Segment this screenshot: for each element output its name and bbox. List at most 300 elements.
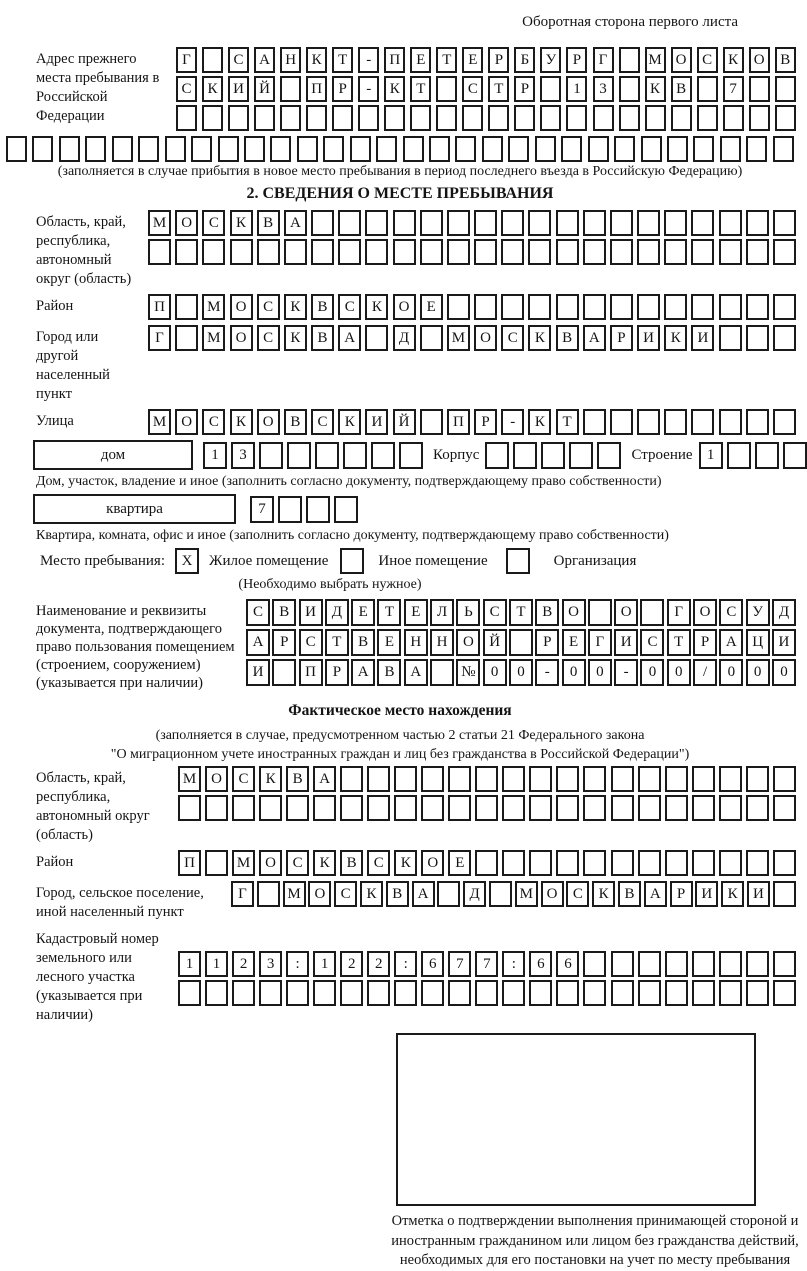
char-cell xyxy=(338,239,361,265)
char-cell xyxy=(773,795,796,821)
char-cell xyxy=(286,980,309,1006)
char-cell xyxy=(394,766,417,792)
char-cell xyxy=(376,136,397,162)
city-block xyxy=(36,325,796,404)
char-cell xyxy=(306,496,330,523)
char-cell xyxy=(719,325,742,351)
stay-type-row xyxy=(40,548,800,574)
street-label: Улица xyxy=(36,413,74,429)
char-cell xyxy=(447,239,470,265)
char-cell xyxy=(637,409,660,435)
char-cell xyxy=(719,210,742,236)
document-grid xyxy=(246,599,796,686)
char-cell: Л xyxy=(430,599,454,626)
char-cell xyxy=(259,795,282,821)
char-cell: О xyxy=(671,47,692,73)
char-cell: К xyxy=(528,325,551,351)
char-cell xyxy=(556,239,579,265)
char-cell xyxy=(746,850,769,876)
char-cell: Г xyxy=(176,47,197,73)
street-block xyxy=(36,409,796,435)
stay-option-residential-label: Жилое помещение xyxy=(209,552,329,569)
char-cell: С xyxy=(228,47,249,73)
char-cell: И xyxy=(691,325,714,351)
char-cell xyxy=(232,980,255,1006)
char-cell: 0 xyxy=(667,659,691,686)
actual-city-block xyxy=(36,881,796,922)
char-cell: К xyxy=(230,210,253,236)
char-cell xyxy=(583,951,606,977)
char-cell xyxy=(746,294,769,320)
char-cell xyxy=(513,442,537,469)
char-cell: С xyxy=(286,850,309,876)
char-cell: Й xyxy=(393,409,416,435)
char-cell: Й xyxy=(254,76,275,102)
char-cell xyxy=(384,105,405,131)
char-cell xyxy=(611,951,634,977)
char-cell xyxy=(371,442,395,469)
char-cell: Н xyxy=(404,629,428,656)
char-cell: Ц xyxy=(746,629,770,656)
char-cell xyxy=(773,239,796,265)
char-cell: 6 xyxy=(556,951,579,977)
char-cell: И xyxy=(228,76,249,102)
char-cell xyxy=(773,325,796,351)
char-cell xyxy=(394,980,417,1006)
char-cell xyxy=(583,980,606,1006)
char-cell: 6 xyxy=(421,951,444,977)
actual-location-note-1: (заполняется в случае, предусмотренном частью 2 статьи 21 Федерального закона xyxy=(155,728,645,743)
char-cell: У xyxy=(746,599,770,626)
char-cell xyxy=(474,239,497,265)
char-cell: И xyxy=(299,599,323,626)
char-cell xyxy=(640,599,664,626)
char-cell xyxy=(436,105,457,131)
char-cell xyxy=(421,980,444,1006)
char-cell xyxy=(746,136,767,162)
char-cell xyxy=(719,294,742,320)
stay-type-label: Место пребывания: xyxy=(40,552,165,569)
char-cell: И xyxy=(772,629,796,656)
prev-address-row-3 xyxy=(176,105,796,131)
korpus-cells xyxy=(485,442,621,469)
char-cell: О xyxy=(614,599,638,626)
char-cell xyxy=(488,105,509,131)
char-cell xyxy=(746,409,769,435)
char-cell: А xyxy=(351,659,375,686)
char-cell xyxy=(746,210,769,236)
char-cell xyxy=(719,239,742,265)
char-cell: Г xyxy=(231,881,254,907)
char-cell: О xyxy=(393,294,416,320)
char-cell: В xyxy=(556,325,579,351)
char-cell xyxy=(257,239,280,265)
char-cell xyxy=(475,795,498,821)
char-cell xyxy=(583,294,606,320)
char-cell: С xyxy=(202,409,225,435)
char-cell xyxy=(311,210,334,236)
char-cell xyxy=(749,105,770,131)
region-grid xyxy=(148,210,796,265)
char-cell xyxy=(175,294,198,320)
char-cell xyxy=(502,980,525,1006)
char-cell: Р xyxy=(332,76,353,102)
char-cell: О xyxy=(175,409,198,435)
char-cell: Р xyxy=(535,629,559,656)
char-cell: 7 xyxy=(475,951,498,977)
region-block xyxy=(36,210,796,289)
char-cell: Т xyxy=(436,47,457,73)
char-cell: Г xyxy=(148,325,171,351)
char-cell xyxy=(727,442,751,469)
char-cell xyxy=(232,795,255,821)
confirmation-stamp-caption: Отметка о подтверждении выполнения принимающей стороной и иностранным гражданином или лицом без гражданства действий, необходимых для его постановки на учет по месту пребывания xyxy=(391,1213,799,1268)
char-cell: К xyxy=(338,409,361,435)
house-label-box: дом xyxy=(33,440,193,470)
char-cell xyxy=(340,980,363,1006)
char-cell: С xyxy=(257,325,280,351)
cadastral-row-1 xyxy=(178,951,796,977)
char-cell: В xyxy=(257,210,280,236)
char-cell xyxy=(746,766,769,792)
char-cell xyxy=(334,496,358,523)
district-row xyxy=(148,294,796,320)
actual-district-row xyxy=(178,850,796,876)
page-corner-note: Оборотная сторона первого листа xyxy=(522,14,738,30)
char-cell xyxy=(665,980,688,1006)
char-cell: М xyxy=(232,850,255,876)
district-label: Район xyxy=(36,298,74,314)
char-cell xyxy=(692,766,715,792)
char-cell: С xyxy=(311,409,334,435)
char-cell xyxy=(501,294,524,320)
prev-address-row-2 xyxy=(176,76,796,102)
char-cell xyxy=(529,980,552,1006)
char-cell xyxy=(311,239,334,265)
char-cell: И xyxy=(246,659,270,686)
char-cell: Е xyxy=(562,629,586,656)
char-cell: 2 xyxy=(340,951,363,977)
char-cell xyxy=(475,980,498,1006)
char-cell: Т xyxy=(488,76,509,102)
char-cell xyxy=(315,442,339,469)
char-cell xyxy=(775,76,796,102)
char-cell: Е xyxy=(410,47,431,73)
char-cell: В xyxy=(377,659,401,686)
char-cell: М xyxy=(148,210,171,236)
char-cell xyxy=(773,951,796,977)
char-cell xyxy=(59,136,80,162)
apartment-row xyxy=(33,494,796,524)
char-cell: 0 xyxy=(746,659,770,686)
char-cell: 0 xyxy=(588,659,612,686)
house-note: Дом, участок, владение и иное (заполнить согласно документу, подтверждающему право собственности) xyxy=(36,474,662,489)
char-cell: 0 xyxy=(483,659,507,686)
char-cell: С xyxy=(697,47,718,73)
char-cell xyxy=(667,136,688,162)
char-cell: Р xyxy=(474,409,497,435)
char-cell xyxy=(489,881,512,907)
char-cell xyxy=(501,210,524,236)
char-cell: К xyxy=(723,47,744,73)
actual-location-note-2: "О миграционном учете иностранных граждан и лиц без гражданства в Российской Федерации") xyxy=(110,747,690,762)
char-cell: С xyxy=(176,76,197,102)
char-cell xyxy=(502,795,525,821)
char-cell: Р xyxy=(566,47,587,73)
char-cell: 1 xyxy=(313,951,336,977)
char-cell: О xyxy=(749,47,770,73)
char-cell xyxy=(773,980,796,1006)
cadastral-grid xyxy=(178,927,796,1006)
char-cell: С xyxy=(257,294,280,320)
char-cell xyxy=(367,980,390,1006)
char-cell xyxy=(502,850,525,876)
char-cell: Й xyxy=(483,629,507,656)
stay-choose-note: (Необходимо выбрать нужное) xyxy=(238,577,422,592)
char-cell: 3 xyxy=(259,951,282,977)
char-cell xyxy=(775,105,796,131)
char-cell xyxy=(691,239,714,265)
char-cell xyxy=(367,766,390,792)
char-cell xyxy=(638,951,661,977)
char-cell xyxy=(746,795,769,821)
char-cell xyxy=(597,442,621,469)
char-cell: К xyxy=(202,76,223,102)
char-cell xyxy=(535,136,556,162)
char-cell xyxy=(191,136,212,162)
char-cell: О xyxy=(230,325,253,351)
char-cell xyxy=(306,105,327,131)
char-cell: А xyxy=(644,881,667,907)
char-cell xyxy=(540,76,561,102)
char-cell: П xyxy=(178,850,201,876)
char-cell: Т xyxy=(509,599,533,626)
char-cell: 0 xyxy=(509,659,533,686)
char-cell: 6 xyxy=(529,951,552,977)
char-cell xyxy=(638,766,661,792)
char-cell: О xyxy=(175,210,198,236)
char-cell xyxy=(773,294,796,320)
char-cell xyxy=(637,210,660,236)
char-cell xyxy=(665,850,688,876)
char-cell: В xyxy=(311,294,334,320)
char-cell xyxy=(447,294,470,320)
char-cell xyxy=(430,659,454,686)
char-cell xyxy=(610,239,633,265)
char-cell xyxy=(393,210,416,236)
char-cell xyxy=(474,294,497,320)
char-cell xyxy=(610,210,633,236)
char-cell: Р xyxy=(488,47,509,73)
char-cell: 0 xyxy=(719,659,743,686)
char-cell: А xyxy=(338,325,361,351)
char-cell xyxy=(529,795,552,821)
cadastral-label: Кадастровый номер земельного или лесного участка (указывается при наличии) xyxy=(36,931,159,1023)
char-cell xyxy=(556,850,579,876)
char-cell: И xyxy=(365,409,388,435)
char-cell xyxy=(420,325,443,351)
char-cell xyxy=(358,105,379,131)
char-cell xyxy=(202,47,223,73)
actual-city-label: Город, сельское поселение, иной населенный пункт xyxy=(36,885,204,920)
char-cell xyxy=(583,210,606,236)
char-cell: Е xyxy=(462,47,483,73)
char-cell: Д xyxy=(772,599,796,626)
house-row xyxy=(33,440,796,470)
char-cell xyxy=(447,210,470,236)
actual-city-row xyxy=(231,881,796,907)
char-cell xyxy=(638,980,661,1006)
char-cell xyxy=(556,294,579,320)
char-cell xyxy=(436,76,457,102)
char-cell xyxy=(664,294,687,320)
actual-district-label: Район xyxy=(36,854,74,870)
char-cell: А xyxy=(313,766,336,792)
char-cell xyxy=(202,105,223,131)
char-cell xyxy=(773,210,796,236)
char-cell xyxy=(611,766,634,792)
char-cell: Г xyxy=(667,599,691,626)
char-cell: О xyxy=(474,325,497,351)
char-cell: Т xyxy=(667,629,691,656)
char-cell: В xyxy=(272,599,296,626)
actual-region-grid xyxy=(178,766,796,821)
apartment-label-box: квартира xyxy=(33,494,236,524)
char-cell xyxy=(610,409,633,435)
char-cell xyxy=(723,105,744,131)
char-cell xyxy=(259,980,282,1006)
char-cell xyxy=(719,951,742,977)
char-cell xyxy=(719,850,742,876)
char-cell: С xyxy=(367,850,390,876)
char-cell xyxy=(561,136,582,162)
char-cell: Р xyxy=(670,881,693,907)
char-cell: 7 xyxy=(250,496,274,523)
char-cell: 3 xyxy=(231,442,255,469)
char-cell xyxy=(697,105,718,131)
char-cell xyxy=(664,409,687,435)
char-cell: 2 xyxy=(367,951,390,977)
char-cell xyxy=(773,409,796,435)
stay-checkbox-organization xyxy=(506,548,530,574)
char-cell xyxy=(569,442,593,469)
char-cell xyxy=(284,239,307,265)
char-cell: Р xyxy=(610,325,633,351)
char-cell: Е xyxy=(351,599,375,626)
char-cell xyxy=(746,951,769,977)
char-cell xyxy=(692,795,715,821)
char-cell: О xyxy=(693,599,717,626)
char-cell xyxy=(420,409,443,435)
char-cell: К xyxy=(230,409,253,435)
char-cell xyxy=(420,239,443,265)
char-cell: 1 xyxy=(178,951,201,977)
char-cell: К xyxy=(284,294,307,320)
apartment-note: Квартира, комната, офис и иное (заполнить согласно документу, подтверждающему право собственности) xyxy=(36,528,669,543)
char-cell xyxy=(32,136,53,162)
char-cell xyxy=(343,442,367,469)
char-cell: К xyxy=(384,76,405,102)
char-cell xyxy=(462,105,483,131)
char-cell xyxy=(205,795,228,821)
char-cell: - xyxy=(501,409,524,435)
char-cell: А xyxy=(404,659,428,686)
char-cell: С xyxy=(566,881,589,907)
char-cell: - xyxy=(535,659,559,686)
char-cell: С xyxy=(299,629,323,656)
char-cell xyxy=(693,136,714,162)
char-cell: - xyxy=(358,47,379,73)
char-cell: Д xyxy=(463,881,486,907)
char-cell xyxy=(720,136,741,162)
char-cell xyxy=(691,210,714,236)
char-cell: А xyxy=(246,629,270,656)
char-cell xyxy=(340,766,363,792)
char-cell xyxy=(619,105,640,131)
char-cell xyxy=(637,239,660,265)
prev-address-label: Адрес прежнего места пребывания в Российской Федерации xyxy=(36,51,160,124)
char-cell xyxy=(614,136,635,162)
char-cell xyxy=(509,629,533,656)
char-cell xyxy=(619,47,640,73)
char-cell xyxy=(244,136,265,162)
char-cell: / xyxy=(693,659,717,686)
stay-checkbox-residential: X xyxy=(175,548,199,574)
char-cell: Р xyxy=(514,76,535,102)
district-block xyxy=(36,294,796,320)
char-cell xyxy=(205,980,228,1006)
char-cell xyxy=(421,766,444,792)
char-cell: В xyxy=(340,850,363,876)
char-cell xyxy=(566,105,587,131)
char-cell: Р xyxy=(325,659,349,686)
char-cell: : xyxy=(502,951,525,977)
char-cell: Б xyxy=(514,47,535,73)
actual-district-block xyxy=(36,850,796,876)
char-cell xyxy=(556,766,579,792)
char-cell: К xyxy=(645,76,666,102)
char-cell xyxy=(692,850,715,876)
char-cell xyxy=(420,210,443,236)
char-cell xyxy=(448,980,471,1006)
char-cell xyxy=(482,136,503,162)
char-cell xyxy=(85,136,106,162)
char-cell xyxy=(259,442,283,469)
char-cell xyxy=(529,766,552,792)
char-cell xyxy=(665,766,688,792)
char-cell: Н xyxy=(280,47,301,73)
confirmation-stamp-box xyxy=(396,1033,756,1206)
korpus-label: Корпус xyxy=(433,446,480,463)
char-cell xyxy=(619,76,640,102)
char-cell xyxy=(175,325,198,351)
char-cell xyxy=(367,795,390,821)
prev-address-overflow-row xyxy=(6,136,794,162)
char-cell xyxy=(448,795,471,821)
stay-option-organization-label: Организация xyxy=(553,552,637,569)
char-cell: К xyxy=(664,325,687,351)
char-cell xyxy=(270,136,291,162)
char-cell xyxy=(665,951,688,977)
char-cell: 7 xyxy=(723,76,744,102)
char-cell: П xyxy=(148,294,171,320)
char-cell xyxy=(394,795,417,821)
char-cell: Г xyxy=(588,629,612,656)
stroenie-cells xyxy=(699,442,807,469)
document-label: Наименование и реквизиты документа, подтверждающего право пользования помещением (строением, сооружением) (указывается при наличии) xyxy=(36,603,235,691)
char-cell: Г xyxy=(593,47,614,73)
char-cell xyxy=(583,766,606,792)
